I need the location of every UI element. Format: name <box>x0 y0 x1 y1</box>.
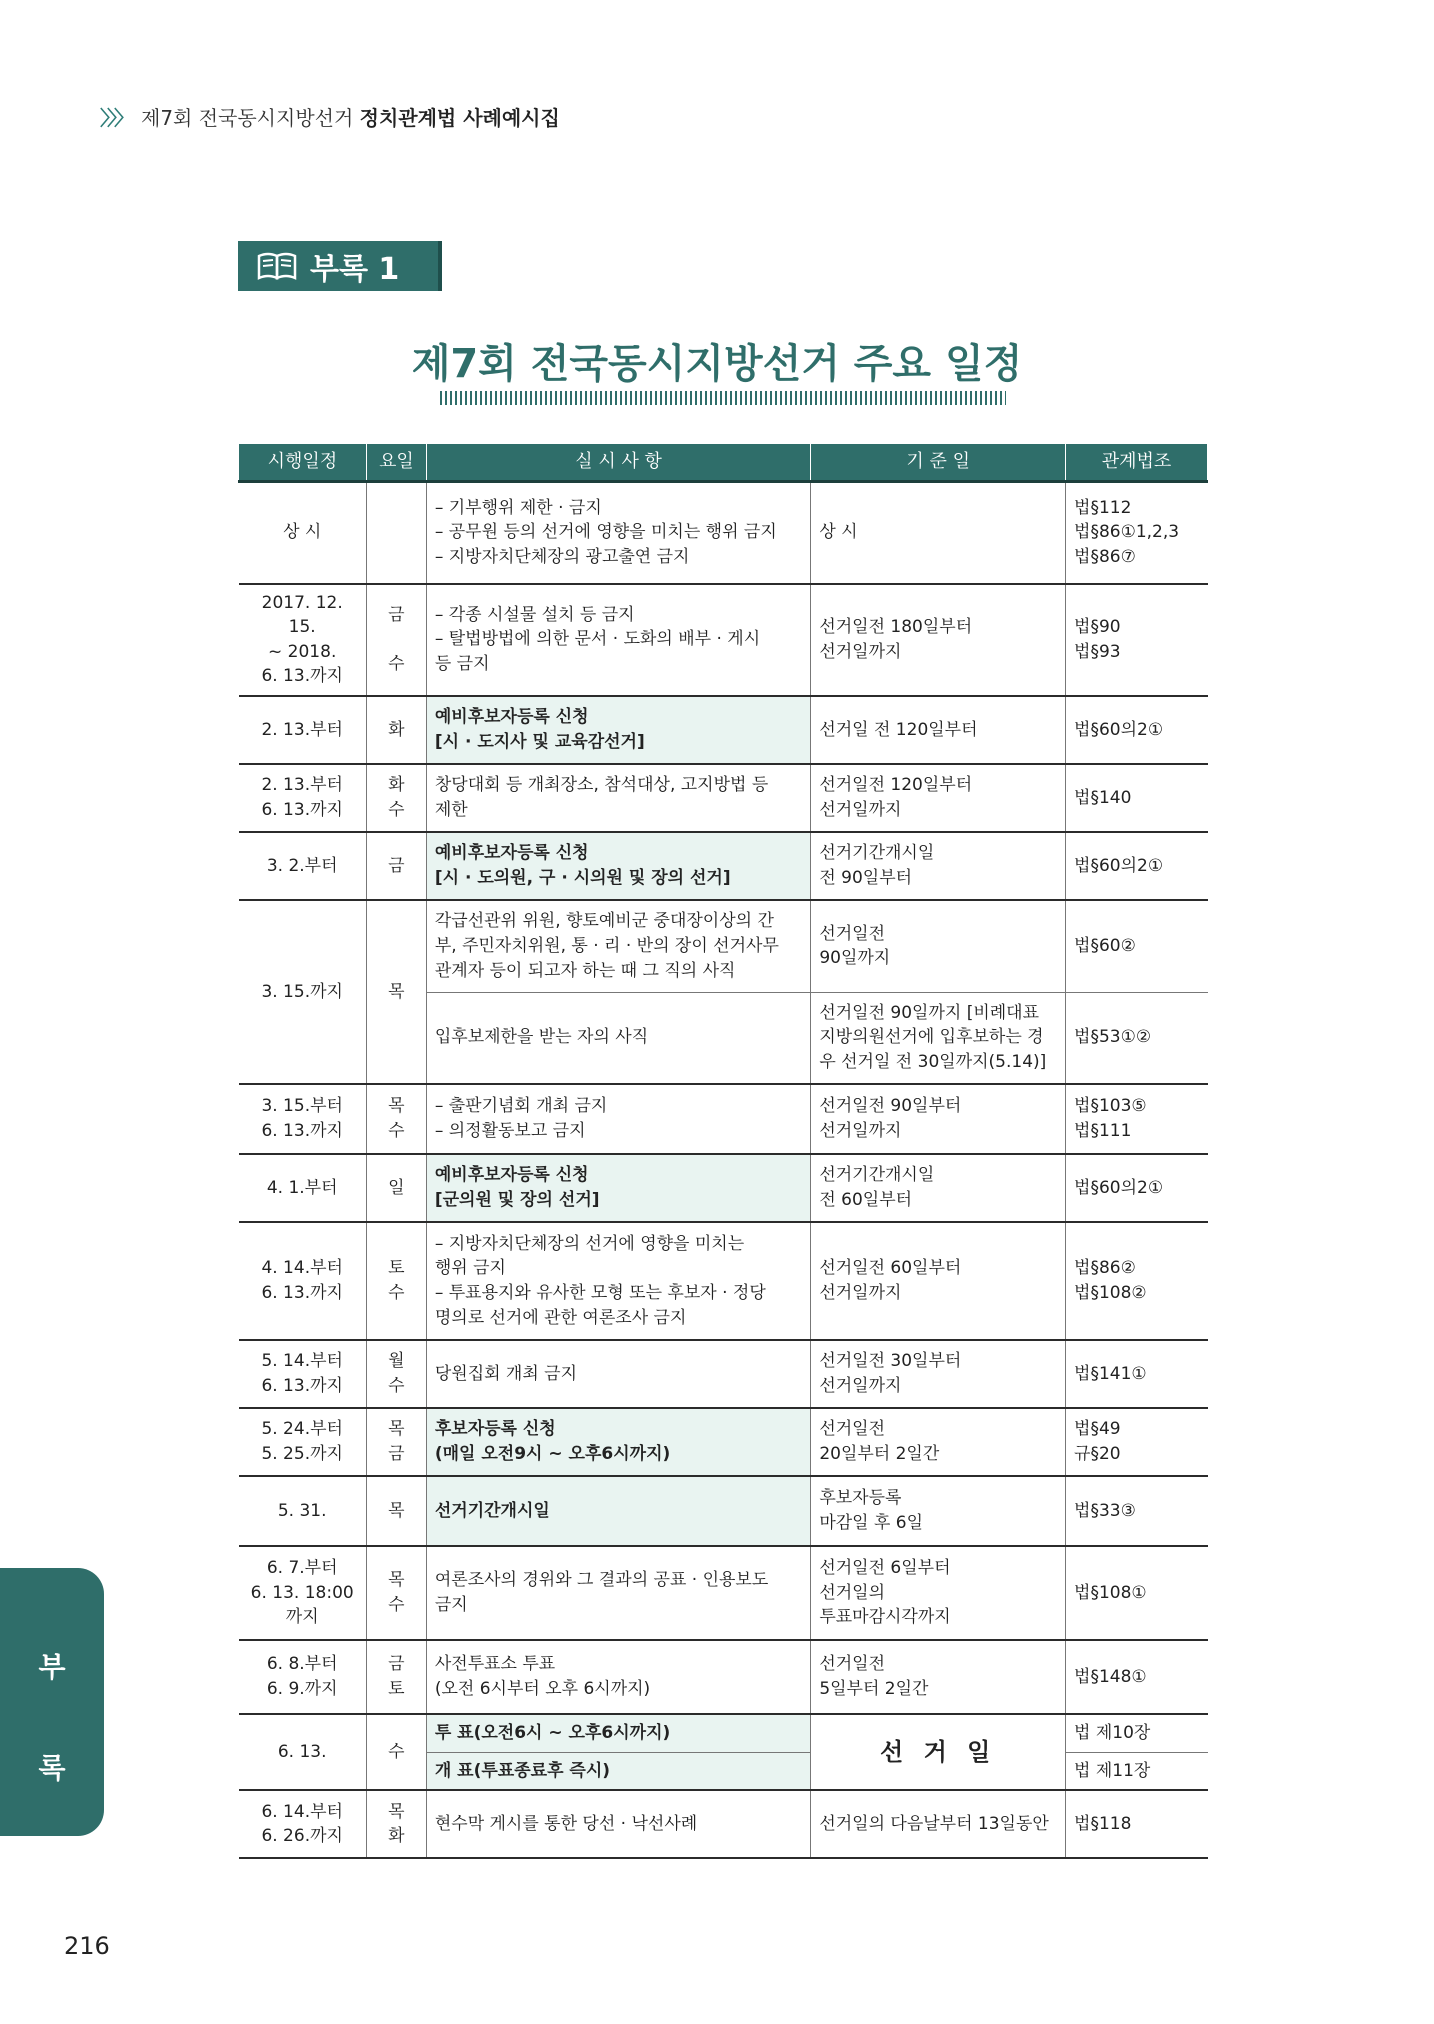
cell-basis: 선거일전 90일까지 <box>811 900 1066 992</box>
cell-law: 법 제10장 <box>1066 1714 1208 1752</box>
cell-day: 목 금 <box>366 1408 426 1476</box>
cell-day: 일 <box>366 1154 426 1222</box>
table-header-row <box>239 444 1208 482</box>
cell-basis: 선 거 일 <box>811 1714 1066 1790</box>
cell-basis: 선거일전 60일부터 선거일까지 <box>811 1222 1066 1340</box>
cell-activity: – 기부행위 제한 · 금지 – 공무원 등의 선거에 영향을 미치는 행위 금지 – 지방자치단체장의 광고출연 금지 <box>426 482 810 584</box>
cell-basis: 선거일전 180일부터 선거일까지 <box>811 584 1066 697</box>
table-row <box>239 1714 1208 1752</box>
cell-activity: 현수막 게시를 통한 당선 · 낙선사례 <box>426 1790 810 1858</box>
cell-day: 목 수 <box>366 1084 426 1154</box>
table-row <box>239 1222 1208 1340</box>
running-head-title: 정치관계법 사례예시집 <box>359 106 560 130</box>
cell-activity: 각급선관위 위원, 향토예비군 중대장이상의 간 부, 주민자치위원, 통 · 리 · 반의 장이 선거사무 관계자 등이 되고자 하는 때 그 직의 사직 <box>426 900 810 992</box>
cell-activity: 입후보제한을 받는 자의 사직 <box>426 992 810 1084</box>
running-head <box>100 102 560 131</box>
cell-day: 금 토 <box>366 1640 426 1714</box>
cell-basis: 후보자등록 마감일 후 6일 <box>811 1476 1066 1546</box>
cell-basis: 상 시 <box>811 482 1066 584</box>
cell-day: 토 수 <box>366 1222 426 1340</box>
cell-law: 법§60② <box>1066 900 1208 992</box>
cell-basis: 선거일전 6일부터 선거일의 투표마감시각까지 <box>811 1546 1066 1640</box>
cell-activity: 개 표(투표종료후 즉시) <box>426 1752 810 1790</box>
cell-date: 2. 13.부터 <box>239 696 367 764</box>
table-row <box>239 1790 1208 1858</box>
cell-date: 6. 13. <box>239 1714 367 1790</box>
appendix-tag <box>238 241 442 291</box>
cell-activity: 여론조사의 경위와 그 결과의 공표 · 인용보도 금지 <box>426 1546 810 1640</box>
cell-day: 월 수 <box>366 1340 426 1408</box>
table-row <box>239 1476 1208 1546</box>
cell-activity: 창당대회 등 개최장소, 참석대상, 고지방법 등 제한 <box>426 764 810 832</box>
cell-activity: – 지방자치단체장의 선거에 영향을 미치는 행위 금지 – 투표용지와 유사한 모형 또는 후보자 · 정당 명의로 선거에 관한 여론조사 금지 <box>426 1222 810 1340</box>
schedule-table <box>238 444 1208 1859</box>
cell-activity: 당원집회 개최 금지 <box>426 1340 810 1408</box>
cell-date: 3. 2.부터 <box>239 832 367 900</box>
cell-law: 법§141① <box>1066 1340 1208 1408</box>
cell-activity: 예비후보자등록 신청 [시 · 도지사 및 교육감선거] <box>426 696 810 764</box>
table-row <box>239 1340 1208 1408</box>
cell-day: 수 <box>366 1714 426 1790</box>
cell-law: 법§148① <box>1066 1640 1208 1714</box>
cell-law: 법§108① <box>1066 1546 1208 1640</box>
cell-law: 법 제11장 <box>1066 1752 1208 1790</box>
cell-activity: 선거기간개시일 <box>426 1476 810 1546</box>
cell-law: 법§49 규§20 <box>1066 1408 1208 1476</box>
cell-date: 5. 14.부터 6. 13.까지 <box>239 1340 367 1408</box>
cell-law: 법§103⑤ 법§111 <box>1066 1084 1208 1154</box>
side-section-tab <box>0 1568 104 1836</box>
cell-date: 3. 15.까지 <box>239 900 367 1084</box>
cell-date: 2017. 12. 15. ~ 2018. 6. 13.까지 <box>239 584 367 697</box>
cell-activity: 투 표(오전6시 ~ 오후6시까지) <box>426 1714 810 1752</box>
cell-law: 법§60의2① <box>1066 696 1208 764</box>
cell-law: 법§86② 법§108② <box>1066 1222 1208 1340</box>
table-row <box>239 584 1208 697</box>
table-row <box>239 832 1208 900</box>
cell-law: 법§90 법§93 <box>1066 584 1208 697</box>
table-row <box>239 1154 1208 1222</box>
appendix-label: 부록 1 <box>310 252 400 287</box>
cell-law: 법§33③ <box>1066 1476 1208 1546</box>
cell-basis: 선거일전 120일부터 선거일까지 <box>811 764 1066 832</box>
cell-law: 법§60의2① <box>1066 832 1208 900</box>
cell-basis: 선거일전 90일부터 선거일까지 <box>811 1084 1066 1154</box>
cell-law: 법§53①② <box>1066 992 1208 1084</box>
table-row <box>239 1084 1208 1154</box>
cell-activity: – 각종 시설물 설치 등 금지 – 탈법방법에 의한 문서 · 도화의 배부 · 게시 등 금지 <box>426 584 810 697</box>
cell-date: 2. 13.부터 6. 13.까지 <box>239 764 367 832</box>
table-row <box>239 1546 1208 1640</box>
col-header-activity: 실 시 사 항 <box>426 444 810 482</box>
running-head-prefix: 제7회 전국동시지방선거 <box>141 106 354 130</box>
table-row <box>239 482 1208 584</box>
chevrons-icon: 〉〉〉 <box>100 106 131 130</box>
page-title: 제7회 전국동시지방선거 주요 일정 <box>411 341 1023 387</box>
cell-law: 법§118 <box>1066 1790 1208 1858</box>
cell-basis: 선거기간개시일 전 60일부터 <box>811 1154 1066 1222</box>
side-tab-label: 부 록 <box>34 1652 67 1801</box>
cell-basis: 선거일전 5일부터 2일간 <box>811 1640 1066 1714</box>
col-header-date: 시행일정 <box>239 444 367 482</box>
cell-day: 목 화 <box>366 1790 426 1858</box>
table-row <box>239 1640 1208 1714</box>
cell-day: 목 수 <box>366 1546 426 1640</box>
table-row <box>239 764 1208 832</box>
cell-date: 4. 14.부터 6. 13.까지 <box>239 1222 367 1340</box>
cell-date: 6. 14.부터 6. 26.까지 <box>239 1790 367 1858</box>
col-header-basis: 기 준 일 <box>811 444 1066 482</box>
table-row <box>239 900 1208 992</box>
cell-day: 화 <box>366 696 426 764</box>
cell-law: 법§140 <box>1066 764 1208 832</box>
open-book-icon <box>256 251 298 281</box>
cell-date: 5. 31. <box>239 1476 367 1546</box>
col-header-day: 요일 <box>366 444 426 482</box>
title-underline <box>440 391 1006 405</box>
cell-activity: 사전투표소 투표 (오전 6시부터 오후 6시까지) <box>426 1640 810 1714</box>
cell-day: 금 수 <box>366 584 426 697</box>
table-row <box>239 1408 1208 1476</box>
cell-basis: 선거일전 30일부터 선거일까지 <box>811 1340 1066 1408</box>
cell-law: 법§60의2① <box>1066 1154 1208 1222</box>
cell-basis: 선거기간개시일 전 90일부터 <box>811 832 1066 900</box>
cell-date: 6. 8.부터 6. 9.까지 <box>239 1640 367 1714</box>
cell-day: 화 수 <box>366 764 426 832</box>
cell-activity: 예비후보자등록 신청 [군의원 및 장의 선거] <box>426 1154 810 1222</box>
cell-date: 상 시 <box>239 482 367 584</box>
cell-basis: 선거일 전 120일부터 <box>811 696 1066 764</box>
cell-day <box>366 482 426 584</box>
cell-basis: 선거일전 90일까지 [비례대표 지방의원선거에 입후보하는 경 우 선거일 전 30일까지(5.14)] <box>811 992 1066 1084</box>
cell-day: 금 <box>366 832 426 900</box>
col-header-law: 관계법조 <box>1066 444 1208 482</box>
cell-law: 법§112 법§86①1,2,3 법§86⑦ <box>1066 482 1208 584</box>
table-row <box>239 696 1208 764</box>
cell-date: 6. 7.부터 6. 13. 18:00 까지 <box>239 1546 367 1640</box>
cell-activity: 후보자등록 신청 (매일 오전9시 ~ 오후6시까지) <box>426 1408 810 1476</box>
cell-activity: – 출판기념회 개최 금지 – 의정활동보고 금지 <box>426 1084 810 1154</box>
cell-date: 4. 1.부터 <box>239 1154 367 1222</box>
page-number: 216 <box>64 1932 110 1960</box>
cell-date: 3. 15.부터 6. 13.까지 <box>239 1084 367 1154</box>
cell-basis: 선거일전 20일부터 2일간 <box>811 1408 1066 1476</box>
cell-date: 5. 24.부터 5. 25.까지 <box>239 1408 367 1476</box>
cell-basis: 선거일의 다음날부터 13일동안 <box>811 1790 1066 1858</box>
cell-day: 목 <box>366 900 426 1084</box>
cell-activity: 예비후보자등록 신청 [시 · 도의원, 구 · 시의원 및 장의 선거] <box>426 832 810 900</box>
cell-day: 목 <box>366 1476 426 1546</box>
